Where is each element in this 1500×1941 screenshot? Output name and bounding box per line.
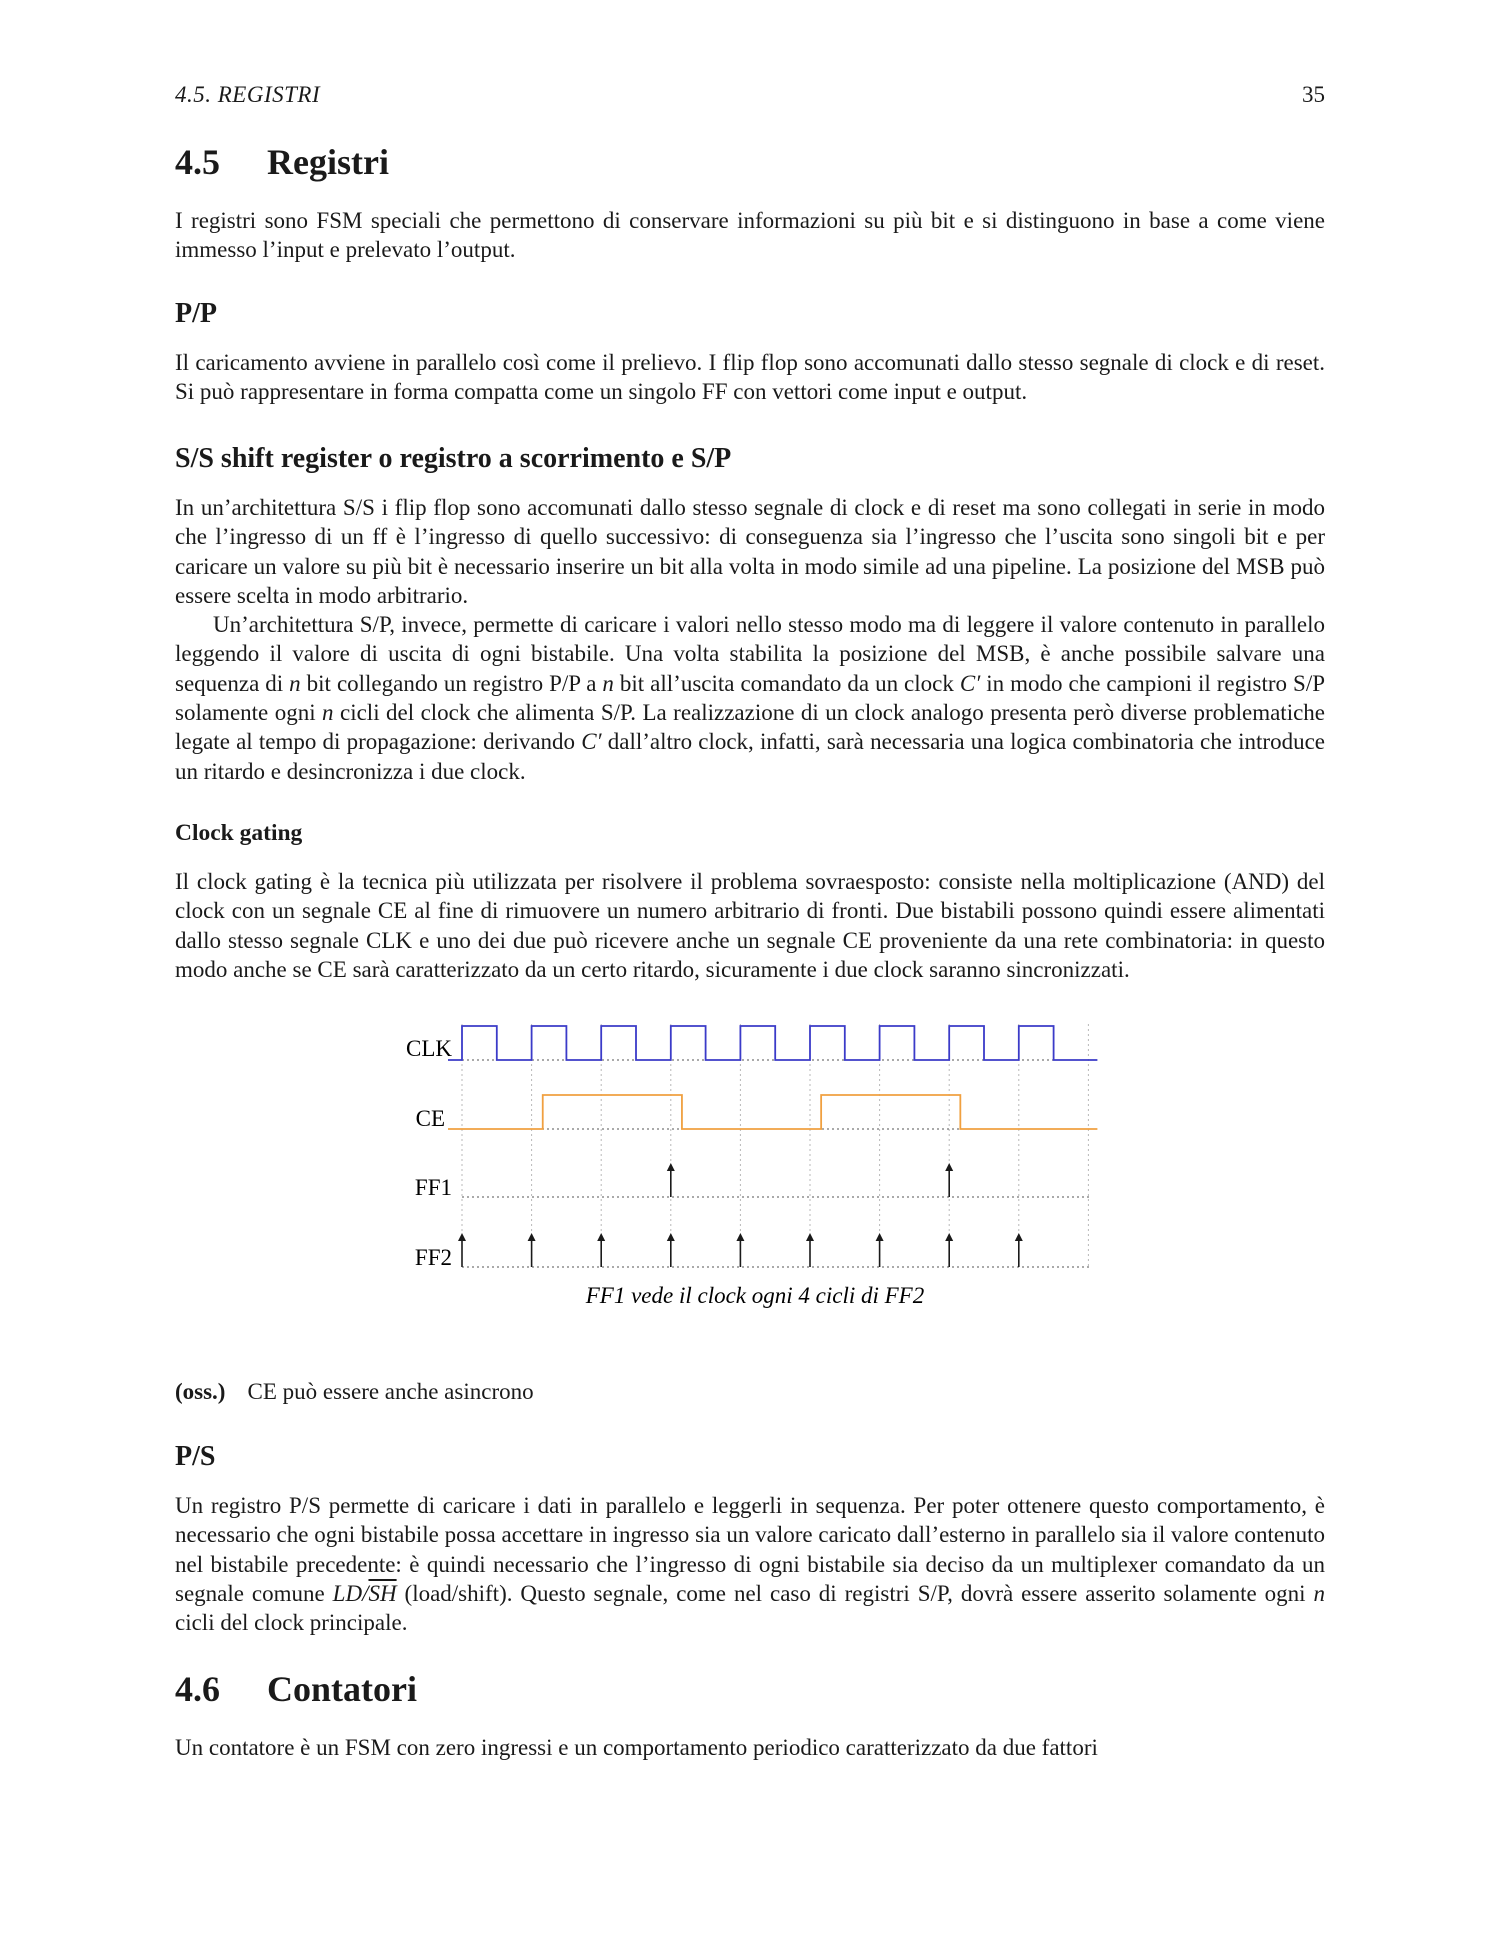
subsection-title: P/P: [175, 298, 217, 329]
section-number: 4.5: [175, 142, 220, 182]
page-number: 35: [1302, 82, 1325, 107]
ff1-edge-arrow: [945, 1163, 953, 1197]
running-head-section: 4.5. REGISTRI: [175, 82, 321, 107]
timing-diagram-svg: [175, 1020, 1325, 1340]
oss-text: CE può essere anche asincrono: [247, 1379, 534, 1404]
ff2-edge-arrow: [667, 1233, 675, 1267]
heading-ps: [175, 1441, 1325, 1473]
ff2-edge-arrow: [458, 1233, 466, 1267]
section-heading-4-6: [175, 1668, 1325, 1710]
clock-gating-body: [175, 867, 1325, 984]
ff2-edge-arrow: [806, 1233, 814, 1267]
paragraph-title: Clock gating: [175, 820, 303, 846]
subsection-title: S/S shift register o registro a scorrimento e S/P: [175, 443, 732, 474]
ce-waveform: [448, 1095, 1097, 1129]
timing-diagram: [175, 1020, 1325, 1340]
signal-label-ce: CE: [415, 1106, 445, 1131]
intro-paragraph: I registri sono FSM speciali che permettono di conservare informazioni su più bit e si distinguono in base a come viene immesso l’input e prelevato l’output.: [175, 208, 1325, 263]
ss-paragraph-2: Un’architettura S/P, invece, permette di caricare i valori nello stesso modo ma di leggere il valore contenuto in parallelo leggendo il valore di uscita di ogni bistabile. Una volta stabilita la posizione del MSB, è anche possibile salvare una sequenza di n bit collegando un registro P/P a n bit all’uscita comandato da un clock C′ in modo che campioni il registro S/P solamente ogni n cicli del clock che alimenta S/P. La realizzazione di un clock analogo presenta però diverse problematiche legate al tempo di propagazione: derivando C′ dall’altro clock, infatti, sarà necessaria una logica combinatoria che introduce un ritardo e desincronizza i due clock.: [175, 612, 1326, 784]
oss-note: [175, 1377, 1325, 1406]
section-title: Contatori: [267, 1669, 417, 1709]
ff2-edge-arrow: [736, 1233, 744, 1267]
ss-paragraph-1: In un’architettura S/S i flip flop sono accomunati dallo stesso segnale di clock e di reset ma sono collegati in serie in modo che l’ingresso di un ff è l’ingresso di quello successivo: di conseguenza sia l’ingresso che l’uscita sono singoli bit e per caricare un valore su più bit è necessario inserire un bit alla volta in modo simile ad una pipeline. La posizione del MSB può essere scelta in modo arbitrario.: [175, 495, 1325, 608]
pp-paragraph: Il caricamento avviene in parallelo così come il prelievo. I flip flop sono accomunati dallo stesso segnale di clock e di reset. Si può rappresentare in forma compatta come un singolo FF con vettori come input e output.: [175, 350, 1325, 405]
heading-ss: [175, 443, 1325, 475]
diagram-caption: FF1 vede il clock ogni 4 cicli di FF2: [585, 1283, 925, 1308]
section-number: 4.6: [175, 1669, 220, 1709]
heading-pp: [175, 298, 1325, 330]
ff2-edge-arrow: [876, 1233, 884, 1267]
running-head: [175, 82, 1325, 108]
signal-label-ff1: FF1: [414, 1175, 452, 1200]
oss-label: (oss.): [175, 1379, 226, 1404]
subsection-title: P/S: [175, 1441, 216, 1472]
heading-clock-gating: [175, 820, 1325, 847]
ff2-edge-arrow: [528, 1233, 536, 1267]
ps-paragraph: Un registro P/S permette di caricare i dati in parallelo e leggerli in sequenza. Per poter ottenere questo comportamento, è necessario che ogni bistabile possa accettare in ingresso sia un valore caricato dall’esterno in parallelo sia il valore contenuto nel bistabile precedente: è quindi necessario che l’ingresso di ogni bistabile sia deciso da un multiplexer comandato da un segnale comune $LD/\overline{SH}$ (load/shift). Questo segnale, come nel caso di registri S/P, dovrà essere asserito solamente ogni n cicli del clock principale.: [175, 1493, 1325, 1636]
signal-label-ff2: FF2: [414, 1245, 452, 1270]
section-intro: [175, 206, 1325, 265]
clk-waveform: [448, 1026, 1097, 1060]
section-title: Registri: [267, 142, 389, 182]
ff1-edge-arrow: [667, 1163, 675, 1197]
ss-body: [175, 493, 1325, 786]
ff2-edge-arrow: [945, 1233, 953, 1267]
intro-paragraph: Un contatore è un FSM con zero ingressi e un comportamento periodico caratterizzato da due fattori: [175, 1735, 1098, 1760]
pp-body: [175, 348, 1325, 407]
section-heading-4-5: [175, 141, 1325, 183]
ps-body: [175, 1491, 1325, 1637]
signal-label-clk: CLK: [406, 1036, 452, 1061]
ff2-edge-arrow: [1015, 1233, 1023, 1267]
clock-gating-paragraph: Il clock gating è la tecnica più utilizzata per risolvere il problema sovraesposto: consiste nella moltiplicazione (AND) del clock con un segnale CE al fine di rimuovere un numero arbitrario di fronti. Due bistabili possono quindi essere alimentati dallo stesso segnale CLK e uno dei due può ricevere anche un segnale CE proveniente da una rete combinatoria: in questo modo anche se CE sarà caratterizzato da un certo ritardo, sicuramente i due clock saranno sincronizzati.: [175, 869, 1325, 982]
section-4-6-intro: [175, 1733, 1325, 1762]
ff2-edge-arrow: [597, 1233, 605, 1267]
